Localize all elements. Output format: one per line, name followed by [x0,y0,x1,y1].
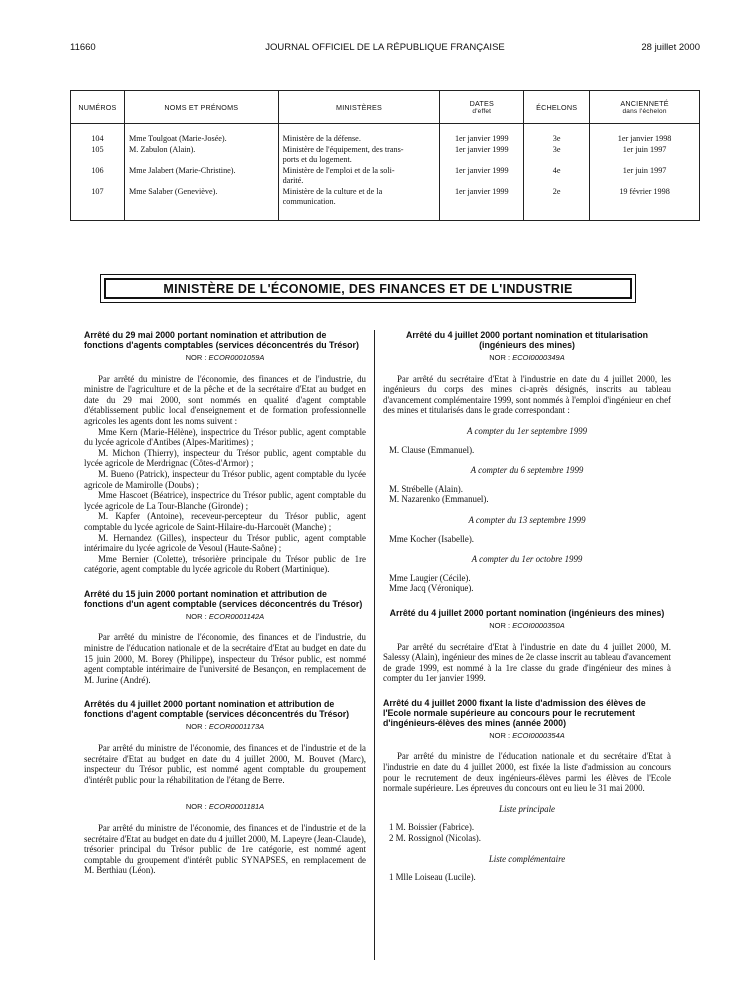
nor-label: NOR : [185,611,207,621]
nor-code: ECOR0001181A [208,802,265,812]
header-subline: dans l'échelon [622,108,667,115]
date-heading: A compter du 6 septembre 1999 [470,465,584,476]
nor-label: NOR : [489,620,511,630]
cell-echelon: 3e [524,124,590,145]
table-row [71,124,700,145]
complementary-list [383,872,671,883]
cell-name: Mme Jalabert (Marie-Christine). [124,166,278,187]
list-item: M. Clause (Emmanuel). [389,444,475,455]
nor-reference [383,731,671,742]
list-item: Mme Kocher (Isabelle). [389,533,475,544]
list-item: M. Kapfer (Antoine), receveur-percepteur du Trésor public, agent comptable du lycée agricole de Saint-Hilaire-du-Harcouët (Manche) ; [84,511,366,532]
header-subline: d'effet [472,108,492,115]
table-row [71,145,700,166]
cell-echelon: 2e [524,187,590,221]
cell-name: Mme Salaber (Geneviève). [124,187,278,221]
article-body: Par arrêté du ministre de l'économie, des finances et de l'industrie et de la secrétaire d'Etat au budget en date du 4 juillet 2000, M. Lapeyre (Jean-Claude), trésorier principal du Trésor public de 1re catégorie, est nommé agent comptable du groupement d'intérêt public SYNAPSES, en remplacement de M. Berthiau (Léon). [84,823,366,876]
table-row [71,166,700,187]
nor-reference [383,621,671,632]
list-item: Mme Laugier (Cécile). [389,572,471,583]
cell-date: 1er janvier 1999 [440,124,524,145]
ministry-line: Ministère de l'équipement, des trans- [282,144,404,154]
nor-label: NOR : [185,722,207,732]
article-body: Par arrêté du secrétaire d'Etat à l'industrie en date du 4 juillet 2000, les ingénieurs du corps des mines ci-après désignés, inscrits au tableau d'avancement complémentaire 1999, sont nommés à l'emploi d'ingénieur en chef des mines et titularisés dans le grade correspondant : [383,373,671,416]
nor-code: ECOR0001059A [208,353,265,362]
ministry-line: communication. [282,197,336,206]
ministry-heading: MINISTÈRE DE L'ÉCONOMIE, DES FINANCES ET DE L'INDUSTRIE [104,278,632,299]
article-body: Par arrêté du ministre de l'éducation nationale et du secrétaire d'Etat à l'industrie en date du 4 juillet 2000, est fixée la liste d'admission au concours pour le recrutement de deux ingénieurs-élèves parmi les élèves de l'Ecole normale supérieure. Les épreuves du concours ont eu lieu le 31 mai 2000. [383,751,671,794]
publication-date: 28 juillet 2000 [641,42,700,53]
article-title: Arrêté du 4 juillet 2000 portant nomination et titularisation (ingénieurs des mines) [406,330,648,350]
column-divider [374,330,375,960]
page-number: 11660 [70,42,96,53]
cell-number: 104 [71,124,125,145]
left-column [84,330,366,876]
cell-echelon: 4e [524,166,590,187]
appointment-list [84,427,366,575]
nor-reference [84,802,366,813]
effective-date-groups [383,426,671,594]
cell-number: 106 [71,166,125,187]
nor-code: ECOI0000349A [512,353,565,362]
nor-reference [84,612,366,623]
cell-name: Mme Toulgoat (Marie-Josée). [124,124,278,145]
article-title: Arrêtés du 4 juillet 2000 portant nomination et attribution de fonctions d'agent comptable (services déconcentrés du Trésor) [84,699,350,720]
article-title: Arrêté du 15 juin 2000 portant nomination et attribution de fonctions d'un agent comptable (services déconcentrés du Trésor) [84,588,363,609]
nor-code: ECOI0000350A [512,620,565,630]
table-header-row [71,91,700,124]
cell-ministry [278,166,440,187]
nor-label: NOR : [185,353,207,362]
cell-number: 105 [71,145,125,166]
column-header [590,91,700,124]
principal-list [383,822,671,843]
cell-ministry [278,124,440,145]
cell-anciennete: 1er juin 1997 [590,145,700,166]
cell-date: 1er janvier 1999 [440,145,524,166]
list-item: M. Bueno (Patrick), inspecteur du Trésor public, agent comptable du lycée agricole de Mamirolle (Doubs) ; [84,468,366,490]
nor-reference [84,353,366,364]
article-title: Arrêté du 29 mai 2000 portant nomination et attribution de fonctions d'agents comptables (services déconcentrés du Trésor) [84,330,359,350]
right-column [383,330,671,883]
nor-code: ECOI0000354A [512,730,565,740]
cell-date: 1er janvier 1999 [440,187,524,221]
list-item: 1 Mlle Loiseau (Lucile). [389,872,476,883]
column-header: NUMÉROS [71,91,125,124]
nor-code: ECOR0001142A [208,611,265,621]
cell-ministry [278,145,440,166]
cell-anciennete: 1er juin 1997 [590,166,700,187]
column-header [440,91,524,124]
list-item: Mme Kern (Marie-Hélène), inspectrice du Trésor public, agent comptable du lycée agricole d'Antibes (Alpes-Maritimes) ; [84,426,366,448]
cell-echelon: 3e [524,145,590,166]
appointments-table [70,90,700,221]
nor-code: ECOR0001173A [208,722,265,732]
ministry-line: Ministère de la défense. [282,134,361,143]
column-header: MINISTÈRES [278,91,440,124]
cell-anciennete: 19 février 1998 [590,187,700,221]
column-header: NOMS ET PRÉNOMS [124,91,278,124]
list-item: Mme Hascoet (Béatrice), inspectrice du Trésor public, agent comptable du lycée agricole de La Tour-Blanche (Gironde) ; [84,490,366,511]
nor-reference [84,722,366,733]
list-item: M. Nazarenko (Emmanuel). [389,494,489,505]
list-item: M. Michon (Thierry), inspecteur du Trésor public, agent comptable du lycée agricole de Merdrignac (Côtes-d'Armor) ; [84,447,366,469]
ministry-line: Ministère de l'emploi et de la soli- [282,165,395,175]
ministry-line: Ministère de la culture et de la [282,186,383,196]
nor-label: NOR : [489,353,511,362]
date-heading: A compter du 13 septembre 1999 [468,514,586,525]
cell-date: 1er janvier 1999 [440,166,524,187]
cell-name: M. Zabulon (Alain). [124,145,278,166]
nor-reference [383,353,671,364]
nor-label: NOR : [185,802,207,812]
page-header [70,42,700,56]
article-body: Par arrêté du ministre de l'économie, des finances et de l'industrie, du ministre de l'éducation nationale et de la secrétaire d'Etat au budget en date du 15 juin 2000, M. Borey (Philippe), inspecteur du Trésor public, est nommé agent comptable intérimaire de l'université de Besançon, en remplacement de M. Jurine (André). [84,632,366,685]
list-item: 2 M. Rossignol (Nicolas). [389,833,481,844]
ministry-line: ports et du logement. [282,155,352,164]
header-line: ANCIENNETÉ [620,99,669,108]
article-body: Par arrêté du ministre de l'économie, des finances et de l'industrie, du ministre de l'agriculture et de la pêche et de la secrétaire d'Etat au budget en date du 29 mai 2000, sont nommés en qualité d'agent comptable d'établissement public local d'enseignement et de formation professionnelle agricoles les agents dont les noms suivent : [84,373,366,426]
list-item: 1 M. Boissier (Fabrice). [389,822,475,833]
list-item: M. Hernandez (Gilles), inspecteur du Trésor public, agent comptable intérimaire du lycée agricole de Vesoul (Haute-Saône) ; [84,532,366,554]
nor-label: NOR : [489,730,511,740]
journal-title: JOURNAL OFFICIEL DE LA RÉPUBLIQUE FRANÇAISE [265,42,505,53]
article-title: Arrêté du 4 juillet 2000 portant nomination (ingénieurs des mines) [389,607,665,618]
header-line: DATES [469,99,494,108]
list-heading: Liste principale [499,803,555,814]
column-header: ÉCHELONS [524,91,590,124]
article-body: Par arrêté du ministre de l'économie, des finances et de l'industrie et de la secrétaire d'Etat au budget en date du 4 juillet 2000, M. Bouvet (Marc), inspecteur du Trésor public, est nommé agent comptable du groupement d'intérêt public pour la réhabilitation de l'étang de Berre. [84,743,366,785]
cell-number: 107 [71,187,125,221]
list-item: Mme Jacq (Véronique). [389,583,474,594]
cell-anciennete: 1er janvier 1998 [590,124,700,145]
list-heading: Liste complémentaire [488,853,566,864]
list-item: Mme Bernier (Colette), trésorière principale du Trésor public de 1re catégorie, agent comptable du lycée agricole du Robert (Martinique). [84,553,366,575]
list-item: M. Strébelle (Alain). [389,483,463,494]
date-heading: A compter du 1er octobre 1999 [471,554,583,565]
cell-ministry [278,187,440,221]
article-title: Arrêté du 4 juillet 2000 fixant la liste d'admission des élèves de l'Ecole normale supérieure au concours pour le recrutement d'ingénieurs-élèves des mines (année 2000) [383,697,646,728]
date-heading: A compter du 1er septembre 1999 [466,425,588,436]
article-body: Par arrêté du secrétaire d'Etat à l'industrie en date du 4 juillet 2000, M. Salessy (Alain), ingénieur des mines de 2e classe inscrit au tableau d'avancement de grade 1999, est nommé à la 1re classe du grade d'ingénieur des mines à compter du 1er janvier 1999. [383,641,671,684]
table-row [71,187,700,221]
ministry-line: darité. [282,176,304,185]
